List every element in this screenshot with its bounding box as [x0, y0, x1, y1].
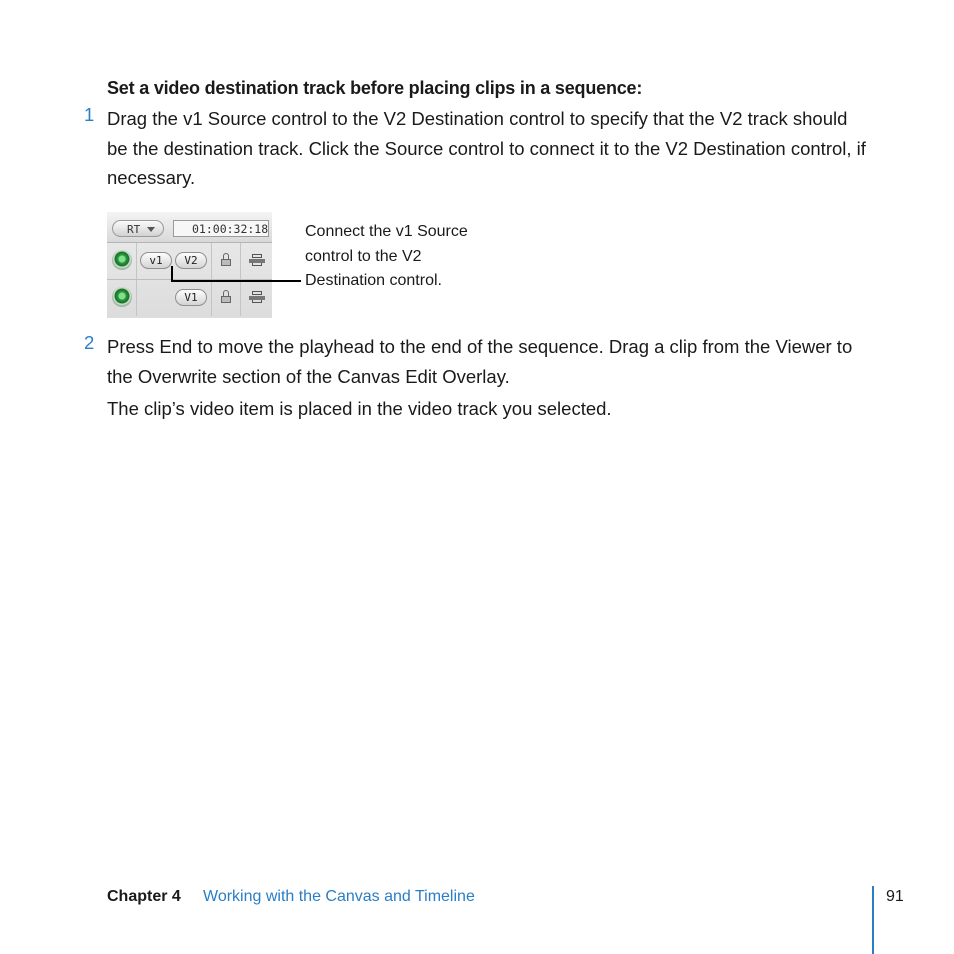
divider: [211, 243, 212, 279]
destination-control-v2[interactable]: V2: [175, 252, 207, 269]
step-text: Press End to move the playhead to the end of the sequence. Drag a clip from the Viewer to the Overwrite section of the Canvas Edit Overlay.: [107, 336, 853, 387]
page-number: 91: [886, 888, 904, 905]
divider: [136, 280, 137, 316]
step-text: Drag the v1 Source control to the V2 Destination control to specify that the V2 track should be the destination track. Click the Source control to connect it to the V2 Destination control, if necessary.: [107, 108, 866, 188]
timeline-toolbar: [107, 212, 272, 243]
chevron-down-icon: [147, 227, 155, 232]
source-control-v1[interactable]: v1: [140, 252, 172, 269]
callout-line: [171, 280, 301, 282]
timecode-field[interactable]: 01:00:32:18: [173, 220, 269, 237]
footer-divider: [872, 886, 874, 954]
result-text: The clip’s video item is placed in the video track you selected.: [107, 398, 612, 419]
section-heading: Set a video destination track before placing clips in a sequence:: [107, 78, 643, 98]
figure-callout: Connect the v1 Source control to the V2 Destination control.: [305, 223, 468, 289]
rt-label: RT: [127, 223, 141, 236]
footer-chapter: Chapter 4: [107, 888, 181, 905]
footer-chapter-title: Working with the Canvas and Timeline: [203, 888, 475, 905]
step-number: 2: [84, 332, 95, 353]
lock-icon[interactable]: [221, 253, 231, 266]
divider: [240, 280, 241, 316]
divider: [136, 243, 137, 279]
rt-popup-button[interactable]: [112, 220, 164, 237]
auto-select-icon[interactable]: [249, 254, 265, 266]
callout-line: [171, 266, 173, 281]
destination-control-v1[interactable]: V1: [175, 289, 207, 306]
auto-select-icon[interactable]: [249, 291, 265, 303]
lock-icon[interactable]: [221, 290, 231, 303]
step-number: 1: [84, 104, 95, 125]
divider: [240, 243, 241, 279]
divider: [211, 280, 212, 316]
track-row-v1: [107, 280, 272, 316]
track-row-v2: [107, 243, 272, 280]
track-visibility-icon[interactable]: [112, 250, 132, 270]
timeline-controls-screenshot: [107, 212, 272, 318]
track-visibility-icon[interactable]: [112, 287, 132, 307]
